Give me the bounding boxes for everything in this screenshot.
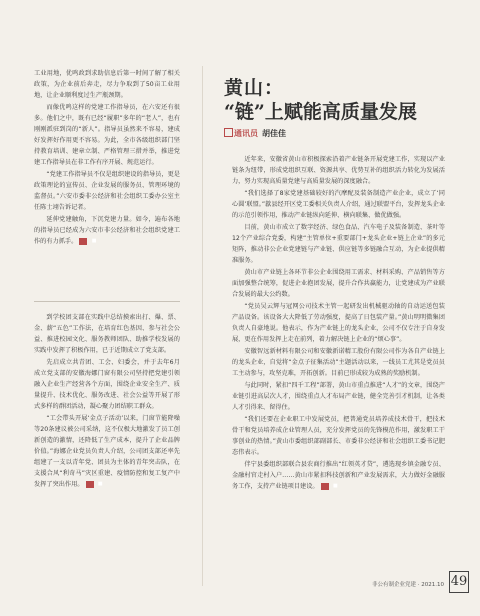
paragraph [34, 357, 180, 412]
section-divider [34, 301, 180, 302]
title-line-1: 黄山： [224, 77, 285, 99]
paragraph-text: 黄山市产业链上各环节非公企业围绕用工需求、材料采购、产品销售等方面加强整合统筹，促进企业抱团发展，提升合作共赢能力，让党建成为产业联合发展的最大公约数。 [232, 269, 445, 298]
paragraph [34, 68, 180, 101]
paragraph-text: “党员吴云辉与冠网公司技术主管一起研发出机械驱动轴的自动运送包装产品设备。该设备大大降低了劳动强度，提高了日包装产量。”黄山明明微集团负责人自豪地说。他表示，作为产业链上的龙头企业，公司不仅专注于自身发展，更在作用发挥上走在前列，着力解决链上企业的“烦心事”。 [232, 303, 445, 343]
paragraph-text: 先启成立共青团、工会、妇委会，并于去年6月成立党支部的安徽海娜门窗有限公司坚持把党建引领融入企业生产经营各个方面，围绕企业安全生产、质量提升、技术优化、服务改进、社会公益等开展了形式多样的群团活动，凝心聚力团结职工群众。 [34, 359, 180, 410]
paragraph [34, 214, 180, 247]
byline-reporter: 通讯员 [234, 129, 258, 138]
paragraph-text: 安徽智远新材料有限公司和安徽新诺精工股份有限公司作为各自产业链上的龙头企业，自觉将“金点子征集活动”主题活动以来，一线员工尤其是党员员工主动参与，攻坚克难，开拓创新。目前已形成较为成熟的奖励机制。 [232, 348, 445, 377]
journal-footer: 非公有制企业党建 · 2021.10 [372, 582, 444, 588]
paragraph [232, 459, 445, 492]
paragraph-text: “工会带头开展‘金点子活动’以来，门窗节能降噪等20条建议被公司采纳，这不仅极大地激发了员工创新创造的激情，还降低了生产成本，提升了企业品牌价值。”海娜企业党员负责人介绍，公司团支部还率先组建了一支以青年党、团员为主体的青年突击队，在支援合风“利奇马”灾区重建、疫情防控和复工复产中发挥了突出作用。 [34, 415, 180, 488]
paragraph [232, 380, 445, 413]
paragraph-text: 工业用地，优鸣政到求助信息后第一时间了解了相关政策，为企业前后奔走，尽力争取到了50亩工业用地，让企业顺利度过生产瓶颈期。 [34, 70, 180, 99]
paragraph-text: 与此同时，紧扣“四千工程”部署，黄山市重点推进“人才”的文章，围绕产业链引进高层次人才，围绕重点人才布局产业链，健全完善引才机制，让各类人才引得来、留得住。 [232, 382, 445, 411]
paragraph-text: “我们还要在企业职工中发展党员，把普通党员培养成技术骨干，把技术骨干和党员培养成企业管理人员，充分发挥党员的先锋模范作用，激发职工干事创业的热情。”黄山市委组织部副部长、市委非公经济和社会组织工委书记肥态伟表示。 [232, 416, 445, 456]
page-number: 49 [449, 571, 469, 593]
paragraph-text: “党建工作指导员不仅是组织建设的指导员，更是政策理论的宣传员、企业发展的服务员、管理环境的监督员。”六安市委非公经济和社会组织工委办公室主任陈士翊告诉记者。 [34, 171, 180, 211]
byline-name: 胡佳佳 [262, 129, 286, 138]
paragraph [232, 301, 445, 345]
paragraph-text: “我们选择了8家党建基础较好的汽摩配及装备制造产业企业，成立了‘同心圆’联盟。”歙县经开区党工委相关负责人介绍，通过联盟平台，发挥龙头企业的示范引领作用，推动产业链纵向延伸、横向联集、做优做强。 [232, 190, 445, 219]
paragraph-text: 到学校团支部在实践中总结摸索出打、爆、票、金、薪“五色”工作法，在培育红色基因、参与社会公益、推进校园文化、服务教师团队、助推学校发展的实践中发挥了积极作用，已于近期成立了党支部。 [34, 314, 180, 354]
byline-square-icon [224, 128, 233, 137]
byline [224, 128, 286, 139]
end-mark-icon: ■ [321, 483, 329, 490]
paragraph [232, 346, 445, 379]
paragraph-text: 近年来，安徽省黄山市积极探索沿着产业链条开展党建工作，实现以产业链条为纽带，形成党组织互联、资源共享、优势互补的组织活力转化为发展活力，努力实现高质量党建与高质量发展的深度融合。 [232, 156, 445, 185]
paragraph [232, 222, 445, 266]
end-mark-icon: ■ [86, 481, 94, 488]
left-column-bottom [34, 312, 180, 491]
end-mark-icon: ■ [79, 238, 87, 245]
paragraph-text: 而像优鸣这样的党建工作指导员，在六安还有很多。他们之中，既有已经“履职”多年的“老人”，也有刚刚派驻到岗的“新人”。指导员虽然来不容易，建成好发挥好作用更不容易。为此，全市各级组织部门坚持教育培训、建章立制、严格管理三措并举，推进党建工作指导员在非工作有序开展、规范运行。 [34, 104, 180, 166]
paragraph [232, 154, 445, 187]
article-title [224, 76, 454, 124]
article-body [232, 154, 445, 493]
paragraph [232, 414, 445, 458]
paragraph-text: 延伸党建触角，下沉党建力量。如今，遍布各地的指导员已经成为六安市非公经济和社会组织党建工作的有力抓手。 [34, 216, 180, 245]
paragraph [34, 169, 180, 213]
paragraph [34, 413, 180, 490]
title-line-2: “链”上赋能高质量发展 [224, 101, 417, 123]
paragraph [232, 188, 445, 221]
paragraph [34, 102, 180, 168]
paragraph [34, 312, 180, 356]
paragraph [232, 267, 445, 300]
paragraph-text: 目前，黄山市成立了数字经济、绿色食品、汽车电子及装备制造、茶叶等12个产业综合党委，构建“主管单位+重要部门+龙头企业+链上企业”的多元矩阵，推动非公企业党建链与产业链、供应链等多链融合互动，为企业提供精准服务。 [232, 224, 445, 264]
column-divider [202, 66, 203, 586]
left-column-top [34, 68, 180, 248]
paragraph-text: 伴宁县委组织部联合县农商行推出“红领英才贷”，遴选现乡镇金融专员、金融村官走村入户……黄山市紧扣科技创新和产业发展需求，大力做好金融服务工作，支持产业链项目建设。 [232, 461, 445, 490]
